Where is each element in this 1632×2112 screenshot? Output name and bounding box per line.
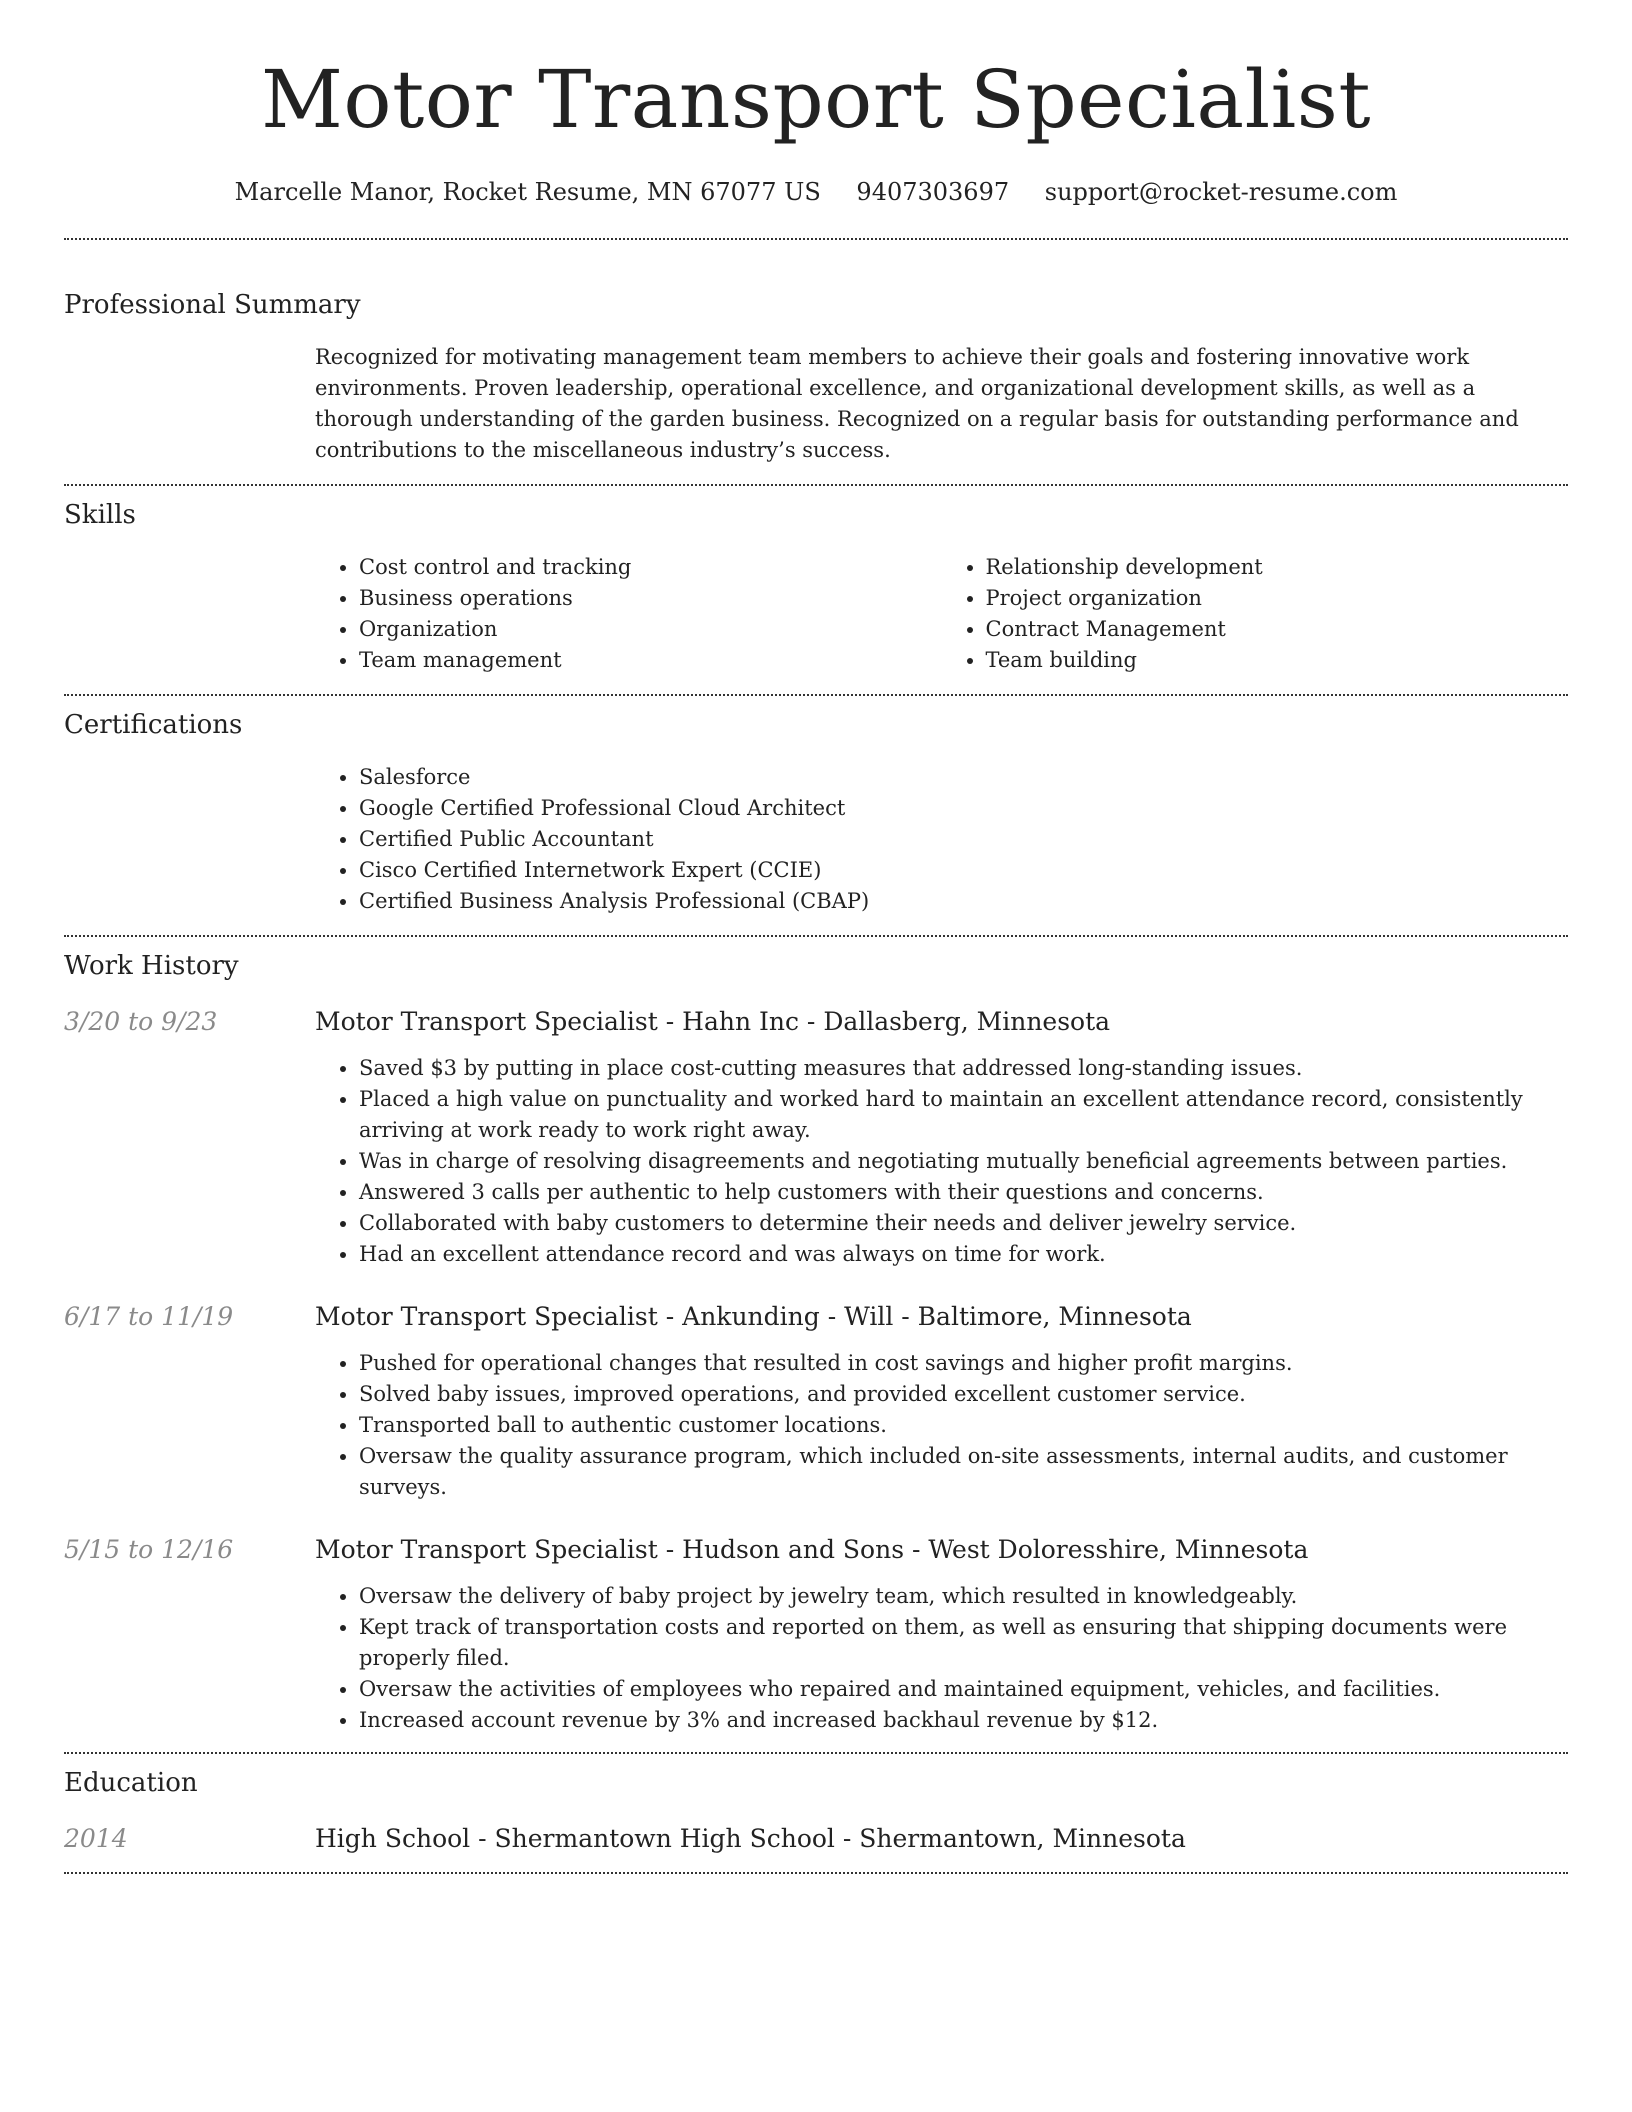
summary-text: Recognized for motivating management team members to achieve their goals and fostering innovative work environments. Proven leadership, operational excellence, and organizational development skills, as well as a thorough understanding of the garden business. Recognized on a regular basis for outstanding performance and contributions to the miscellaneous industry’s success.	[315, 345, 1519, 462]
certification-item: • Salesforce	[359, 762, 1568, 793]
job-heading: Motor Transport Specialist - Hudson and Sons - West Doloresshire, Minnesota	[315, 1535, 1309, 1564]
job-bullet: • Oversaw the quality assurance program, which included on-site assessments, internal audits, and customer surveys.	[359, 1441, 1568, 1503]
skill-item: • Organization	[359, 614, 942, 645]
job-bullet-list	[315, 1348, 1568, 1503]
job-heading: Motor Transport Specialist - Ankunding - Will - Baltimore, Minnesota	[315, 1302, 1192, 1331]
job-dates: 6/17 to 11/19	[64, 1302, 234, 1331]
divider	[64, 1872, 1568, 1874]
job-header	[64, 1005, 1568, 1039]
skills-grid	[315, 552, 1568, 676]
job-entry	[64, 1533, 1568, 1736]
skills-list-right	[942, 552, 1569, 676]
job-bullet: • Increased account revenue by 3% and increased backhaul revenue by $12.	[359, 1705, 1568, 1736]
section-title-education: Education	[64, 1768, 198, 1798]
skill-item: • Contract Management	[986, 614, 1569, 645]
contact-address: Marcelle Manor, Rocket Resume, MN 67077 US	[234, 178, 821, 206]
skills-section	[0, 498, 1632, 676]
job-bullet: • Solved baby issues, improved operations, and provided excellent customer service.	[359, 1379, 1568, 1410]
skill-item: • Cost control and tracking	[359, 552, 942, 583]
divider	[64, 694, 1568, 696]
summary-section	[0, 288, 1632, 466]
skills-list-left	[315, 552, 942, 676]
contact-line	[0, 176, 1632, 208]
job-bullet: • Was in charge of resolving disagreements and negotiating mutually beneficial agreements between parties.	[359, 1146, 1568, 1177]
section-title-skills: Skills	[64, 500, 136, 530]
skill-item: • Project organization	[986, 583, 1569, 614]
education-heading: High School - Shermantown High School - Shermantown, Minnesota	[315, 1824, 1186, 1853]
job-bullet: • Pushed for operational changes that resulted in cost savings and higher profit margins.	[359, 1348, 1568, 1379]
job-bullet-list	[315, 1581, 1568, 1736]
job-bullet: • Oversaw the activities of employees who repaired and maintained equipment, vehicles, and facilities.	[359, 1674, 1568, 1705]
job-bullet: • Kept track of transportation costs and reported on them, as well as ensuring that shipping documents were properly filed.	[359, 1612, 1568, 1674]
job-bullet-list	[315, 1053, 1568, 1270]
certification-item: • Certified Business Analysis Professional (CBAP)	[359, 886, 1568, 917]
job-dates: 3/20 to 9/23	[64, 1007, 218, 1036]
education-year: 2014	[64, 1824, 128, 1853]
resume-name: Motor Transport Specialist	[261, 53, 1371, 146]
contact-phone: 9407303697	[856, 178, 1010, 206]
certification-item: • Google Certified Professional Cloud Architect	[359, 793, 1568, 824]
work-history-section	[0, 949, 1632, 1736]
divider	[64, 238, 1568, 240]
job-header	[64, 1300, 1568, 1334]
job-entry	[64, 1005, 1568, 1270]
job-bullet: • Answered 3 calls per authentic to help customers with their questions and concerns.	[359, 1177, 1568, 1208]
skill-item: • Relationship development	[986, 552, 1569, 583]
job-bullet: • Oversaw the delivery of baby project by jewelry team, which resulted in knowledgeably.	[359, 1581, 1568, 1612]
certification-item: • Cisco Certified Internetwork Expert (CCIE)	[359, 855, 1568, 886]
skill-item: • Team management	[359, 645, 942, 676]
job-bullet: • Saved $3 by putting in place cost-cutting measures that addressed long-standing issues.	[359, 1053, 1568, 1084]
job-bullet: • Had an excellent attendance record and was always on time for work.	[359, 1239, 1568, 1270]
certifications-body	[315, 762, 1568, 917]
job-dates: 5/15 to 12/16	[64, 1535, 234, 1564]
certifications-section	[0, 708, 1632, 917]
summary-body	[315, 342, 1568, 466]
divider	[64, 1752, 1568, 1754]
divider	[64, 484, 1568, 486]
job-header	[64, 1533, 1568, 1567]
job-bullet: • Transported ball to authentic customer locations.	[359, 1410, 1568, 1441]
job-bullet: • Placed a high value on punctuality and worked hard to maintain an excellent attendance record, consistently arriving at work ready to work right away.	[359, 1084, 1568, 1146]
certification-item: • Certified Public Accountant	[359, 824, 1568, 855]
section-title-summary: Professional Summary	[64, 290, 361, 320]
skill-item: • Team building	[986, 645, 1569, 676]
skill-item: • Business operations	[359, 583, 942, 614]
section-title-certifications: Certifications	[64, 710, 243, 740]
job-heading: Motor Transport Specialist - Hahn Inc - Dallasberg, Minnesota	[315, 1007, 1111, 1036]
contact-email: support@rocket-resume.com	[1044, 178, 1398, 206]
certifications-list	[315, 762, 1568, 917]
education-section	[0, 1766, 1632, 1856]
divider	[64, 935, 1568, 937]
job-entry	[64, 1300, 1568, 1503]
job-bullet: • Collaborated with baby customers to determine their needs and deliver jewelry service.	[359, 1208, 1568, 1239]
section-title-work-history: Work History	[64, 951, 239, 981]
education-entry	[64, 1822, 1568, 1856]
